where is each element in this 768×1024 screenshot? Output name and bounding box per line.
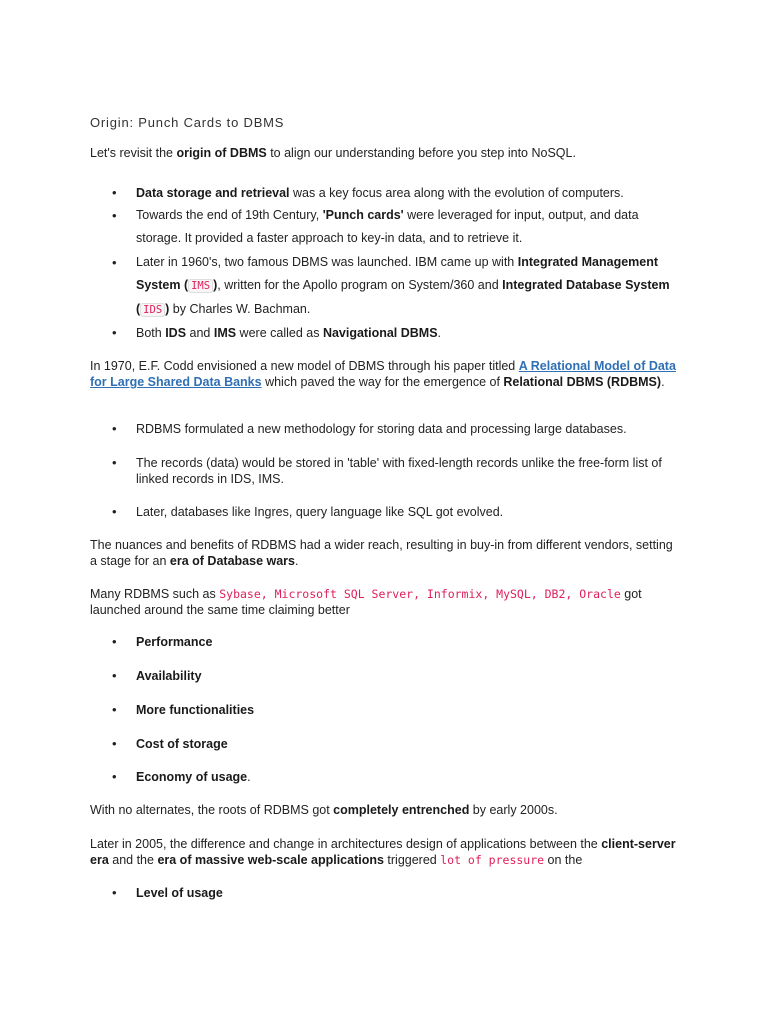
paragraph-bold: completely entrenched [333,803,470,817]
vendors-paragraph [90,586,680,618]
bullet-bold: IMS [213,326,237,340]
paragraph-text: The nuances and benefits of RDBMS had a wider reach, resulting in buy-in from different vendors, setting a stage for an [90,538,673,568]
paragraph-bold: Relational DBMS (RDBMS) [503,375,662,389]
list-item [136,702,676,718]
bullet-text: by Charles W. Bachman. [169,302,311,316]
paragraph-bold: era of Database wars [169,554,295,568]
inline-code: IDS [140,303,165,317]
paragraph-bold: era of massive web-scale applications [157,853,384,867]
bullet-text: . [437,326,442,340]
intro-bold: origin of DBMS [176,146,267,160]
list-item [136,668,676,684]
bullet-text: and [186,326,214,340]
bullet-bold: 'Punch cards' [322,208,404,222]
paragraph-text: Later in 2005, the difference and change in architectures design of applications between the [90,837,602,851]
list-item: • The records (data) would be stored in 'table' with fixed-length records unlike the free-form list of linked records in IDS, IMS. [136,455,676,487]
inline-code: lot of pressure [440,853,545,867]
paragraph-text: Many RDBMS such as [90,587,220,601]
paragraph-text: . [661,375,665,389]
bullet-bold: IDS [165,326,187,340]
bullet-text: was a key focus area along with the evolution of computers. [289,186,624,200]
claim-label: Availability [136,669,202,683]
bullet-text: were leveraged for input, output, and data storage. It provided a faster approach to key-in data, and to retrieve it. [136,208,639,245]
claim-label: More functionalities [136,703,255,717]
list-item [136,736,676,752]
inline-code: IMS [188,279,213,293]
list-item [136,634,676,650]
bullet-bold: Integrated Database System ( [136,278,670,316]
list-item: • RDBMS formulated a new methodology for storing data and processing large databases. [136,421,676,437]
paragraph-text: triggered [383,853,441,867]
entrenched-paragraph [90,802,680,818]
paragraph-text: got launched around the same time claiming better [90,587,642,617]
paragraph-text: . [294,554,299,568]
list-item [136,885,676,901]
bullet-bold: Integrated Management System ( [136,255,659,292]
later-2005-paragraph [90,836,680,868]
list-item [136,204,676,250]
bullet-text: were called as [236,326,323,340]
list-item [136,185,676,201]
inline-code: Sybase, Microsoft SQL Server, Informix, MySQL, DB2, Oracle [219,587,621,601]
bullet-bold: ) [165,302,170,316]
bullet-bold: Navigational DBMS [322,326,438,340]
bullet-text: Both [136,326,166,340]
list-item: • Later, databases like Ingres, query language like SQL got evolved. [136,504,676,520]
bullet-bold: Data storage and retrieval [136,186,290,200]
bullet-text: . [247,770,251,784]
claim-label: Economy of usage [136,770,248,784]
bullet-bold: Level of usage [136,886,223,900]
paragraph-text: In 1970, E.F. Codd envisioned a new model of DBMS through his paper titled [90,359,519,373]
codd-paragraph [90,358,680,390]
bullet-bold: ) [213,278,218,292]
list-item [136,325,676,341]
paper-link[interactable]: A Relational Model of Data for Large Shared Data Banks [90,359,676,389]
list-item [136,769,676,785]
paragraph-text: on the [544,853,583,867]
bullet-text: , written for the Apollo program on System/360 and [217,278,503,292]
paragraph-text: by early 2000s. [469,803,558,817]
intro-paragraph [90,145,680,161]
nuances-paragraph [90,537,680,569]
bullet-text: Later in 1960's, two famous DBMS was launched. IBM came up with [136,255,518,269]
paragraph-text: and the [108,853,158,867]
claim-label: Performance [136,635,213,649]
paragraph-text: which paved the way for the emergence of [261,375,504,389]
paragraph-bold: client-server era [90,837,676,867]
section-title: Origin: Punch Cards to DBMS [90,115,285,130]
list-item [136,251,676,322]
bullet-text: Towards the end of 19th Century, [136,208,323,222]
intro-text-end: to align our understanding before you step into NoSQL. [266,146,576,160]
paragraph-text: With no alternates, the roots of RDBMS got [90,803,334,817]
intro-text: Let's revisit the [90,146,177,160]
claim-label: Cost of storage [136,737,228,751]
